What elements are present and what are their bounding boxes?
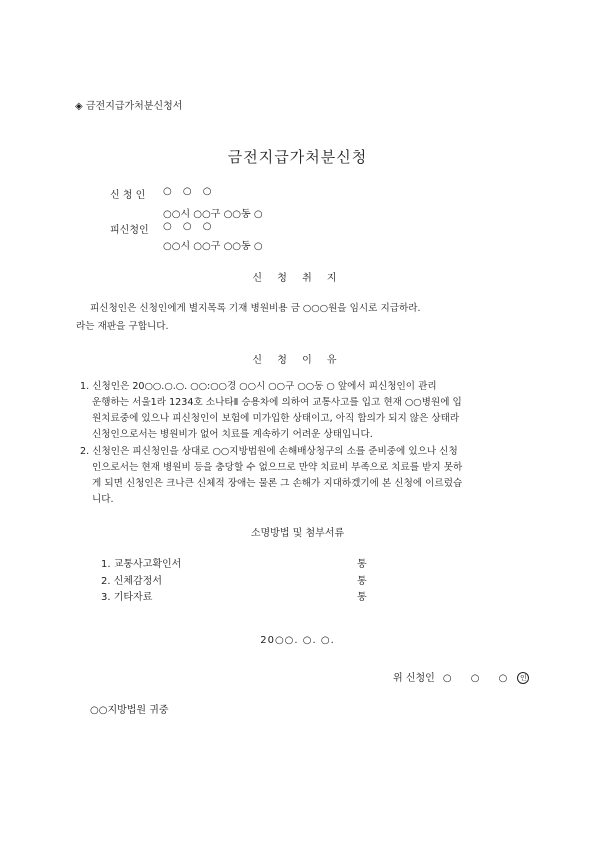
signer-name: ○ ○ ○: [442, 673, 516, 684]
respondent-address: ○○시 ○○구 ○○동 ○: [163, 241, 263, 252]
court-addressee: ○○지방법원 귀중: [90, 705, 169, 716]
purpose-line: 라는 재판을 구합니다.: [76, 321, 169, 332]
reasons-line: 1. 신청인은 20○○.○.○. ○○:○○경 ○○시 ○○구 ○○동 ○ 앞에서 피신청인이 관리: [80, 381, 437, 392]
document-type-label: ◈ 금전지급가처분신청서: [75, 101, 183, 112]
evidence-item-unit: 통: [357, 559, 367, 570]
applicant-address: ○○시 ○○구 ○○동 ○: [163, 209, 263, 220]
evidence-item-label: 2. 신체감정서: [101, 576, 163, 587]
reasons-line: 니다.: [92, 494, 114, 505]
reasons-line: 인으로서는 현재 병원비 등을 충당할 수 없으므로 만약 치료비 부족으로 치료를 받지 못하: [92, 462, 463, 473]
seal-mark: 인: [517, 672, 529, 684]
reasons-line: 원치료중에 있으나 피신청인이 보험에 미가입한 상태이고, 아직 합의가 되지 않은 상태라: [92, 413, 460, 424]
purpose-heading: 신 청 취 지: [252, 273, 343, 284]
evidence-item-label: 3. 기타자료: [101, 592, 153, 603]
evidence-item-unit: 통: [357, 592, 367, 603]
evidence-item-label: 1. 교통사고확인서: [101, 559, 182, 570]
reasons-line: 2. 신청인은 피신청인을 상대로 ○○지방법원에 손해배상청구의 소를 준비중에 있으나 신청: [80, 446, 458, 457]
applicant-name: ○ ○ ○: [163, 186, 216, 197]
reasons-heading: 신 청 이 유: [252, 355, 343, 366]
evidence-heading: 소명방법 및 첨부서류: [250, 528, 345, 539]
purpose-line: 피신청인은 신청인에게 별지목록 기재 병원비용 금 ○○○원을 임시로 지급하라.: [90, 303, 421, 314]
signer-label: 위 신청인: [393, 673, 435, 684]
reasons-line: 운행하는 서울1라 1234호 소나타Ⅱ 승용차에 의하여 교통사고를 입고 현재 ○○병원에 입: [92, 397, 462, 408]
reasons-line: 신청인으로서는 병원비가 없어 치료를 계속하기 어려운 상태입니다.: [92, 429, 373, 440]
respondent-name: ○ ○ ○: [163, 221, 216, 232]
signer-block: [393, 669, 529, 684]
document-title: 금전지급가처분신청: [227, 148, 368, 166]
evidence-item-unit: 통: [357, 576, 367, 587]
document-date: 20○○. ○. ○.: [260, 635, 335, 646]
applicant-role-label: 신 청 인: [110, 190, 146, 201]
respondent-role-label: 피신청인: [110, 225, 149, 236]
reasons-line: 게 되면 신청인은 크나큰 신체적 장애는 물론 그 손해가 지대하겠기에 본 신청에 이르렀습: [92, 478, 463, 489]
